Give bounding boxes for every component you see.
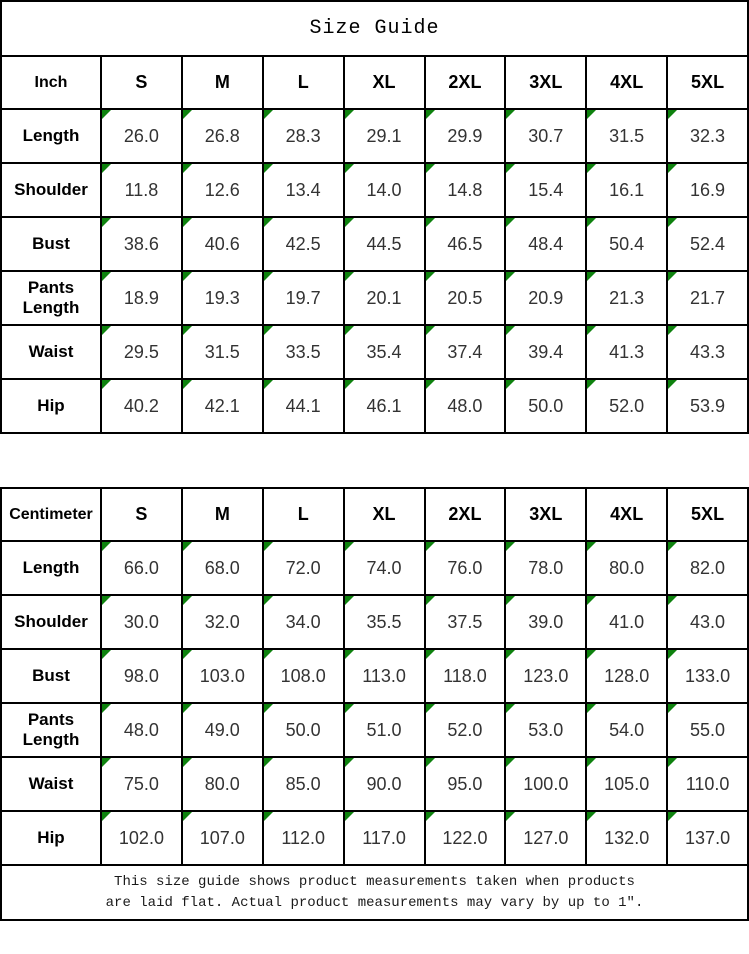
measurement-cell: 32.3 [667,109,748,163]
measurement-cell: 110.0 [667,757,748,811]
measurement-cell: 50.4 [586,217,667,271]
size-column-header-3xl: 3XL [505,56,586,109]
measurement-cell: 30.0 [101,595,182,649]
unit-header: Centimeter [1,488,101,541]
measurement-cell: 41.0 [586,595,667,649]
measurement-cell: 50.0 [505,379,586,433]
measurement-cell: 33.5 [263,325,344,379]
measurement-cell: 52.0 [425,703,506,757]
measurement-row [1,595,748,649]
measurement-row [1,163,748,217]
measurement-cell: 78.0 [505,541,586,595]
measurement-row [1,703,748,757]
size-column-header-4xl: 4XL [586,56,667,109]
measurement-cell: 39.4 [505,325,586,379]
measurement-cell: 29.1 [344,109,425,163]
measurement-cell: 12.6 [182,163,263,217]
inch-size-table [0,0,749,434]
measurement-cell: 38.6 [101,217,182,271]
measurement-cell: 75.0 [101,757,182,811]
measurement-cell: 105.0 [586,757,667,811]
measurement-cell: 26.8 [182,109,263,163]
measurement-cell: 35.5 [344,595,425,649]
size-column-header-s: S [101,56,182,109]
measurement-cell: 43.3 [667,325,748,379]
size-column-header-4xl: 4XL [586,488,667,541]
measurement-cell: 18.9 [101,271,182,325]
measurement-cell: 40.2 [101,379,182,433]
measurement-cell: 52.4 [667,217,748,271]
measurement-cell: 53.0 [505,703,586,757]
measurement-cell: 66.0 [101,541,182,595]
measurement-cell: 95.0 [425,757,506,811]
row-label: Waist [1,325,101,379]
measurement-cell: 42.5 [263,217,344,271]
row-label: Length [1,109,101,163]
measurement-cell: 35.4 [344,325,425,379]
measurement-cell: 11.8 [101,163,182,217]
title-row [1,1,748,56]
measurement-cell: 132.0 [586,811,667,865]
measurement-cell: 43.0 [667,595,748,649]
measurement-cell: 48.4 [505,217,586,271]
measurement-cell: 98.0 [101,649,182,703]
measurement-cell: 123.0 [505,649,586,703]
cm-size-table [0,487,749,921]
row-label: Hip [1,811,101,865]
measurement-cell: 19.3 [182,271,263,325]
measurement-cell: 50.0 [263,703,344,757]
measurement-cell: 26.0 [101,109,182,163]
measurement-cell: 133.0 [667,649,748,703]
measurement-cell: 44.5 [344,217,425,271]
measurement-cell: 40.6 [182,217,263,271]
measurement-cell: 53.9 [667,379,748,433]
row-label: Pants Length [1,703,101,757]
measurement-cell: 48.0 [101,703,182,757]
measurement-cell: 102.0 [101,811,182,865]
measurement-cell: 100.0 [505,757,586,811]
measurement-row [1,811,748,865]
size-column-header-5xl: 5XL [667,56,748,109]
measurement-cell: 28.3 [263,109,344,163]
row-label: Waist [1,757,101,811]
footer-row [1,865,748,920]
row-label: Shoulder [1,595,101,649]
size-column-header-s: S [101,488,182,541]
measurement-cell: 80.0 [586,541,667,595]
measurement-cell: 19.7 [263,271,344,325]
row-label: Bust [1,217,101,271]
measurement-cell: 112.0 [263,811,344,865]
measurement-cell: 46.5 [425,217,506,271]
measurement-cell: 51.0 [344,703,425,757]
measurement-cell: 37.4 [425,325,506,379]
measurement-cell: 32.0 [182,595,263,649]
measurement-cell: 15.4 [505,163,586,217]
measurement-cell: 16.1 [586,163,667,217]
measurement-cell: 29.5 [101,325,182,379]
measurement-cell: 16.9 [667,163,748,217]
measurement-cell: 13.4 [263,163,344,217]
measurement-row [1,109,748,163]
measurement-row [1,379,748,433]
measurement-cell: 137.0 [667,811,748,865]
size-header-row [1,56,748,109]
measurement-cell: 68.0 [182,541,263,595]
measurement-cell: 127.0 [505,811,586,865]
row-label: Pants Length [1,271,101,325]
row-label: Length [1,541,101,595]
measurement-cell: 44.1 [263,379,344,433]
footer-note-line2: are laid flat. Actual product measurements may vary by up to 1″. [105,894,644,911]
measurement-cell: 41.3 [586,325,667,379]
size-column-header-2xl: 2XL [425,488,506,541]
measurement-cell: 117.0 [344,811,425,865]
measurement-cell: 21.7 [667,271,748,325]
measurement-row [1,649,748,703]
measurement-cell: 72.0 [263,541,344,595]
measurement-cell: 128.0 [586,649,667,703]
measurement-cell: 34.0 [263,595,344,649]
page-title: Size Guide [1,1,748,56]
measurement-cell: 107.0 [182,811,263,865]
measurement-cell: 20.1 [344,271,425,325]
measurement-cell: 85.0 [263,757,344,811]
unit-header: Inch [1,56,101,109]
measurement-cell: 37.5 [425,595,506,649]
measurement-cell: 14.8 [425,163,506,217]
size-column-header-m: M [182,56,263,109]
measurement-cell: 42.1 [182,379,263,433]
measurement-row [1,271,748,325]
measurement-cell: 20.5 [425,271,506,325]
size-column-header-l: L [263,56,344,109]
size-column-header-2xl: 2XL [425,56,506,109]
measurement-cell: 54.0 [586,703,667,757]
measurement-row [1,325,748,379]
size-header-row [1,488,748,541]
measurement-row [1,541,748,595]
measurement-cell: 20.9 [505,271,586,325]
measurement-cell: 31.5 [586,109,667,163]
size-column-header-xl: XL [344,488,425,541]
measurement-cell: 118.0 [425,649,506,703]
measurement-cell: 103.0 [182,649,263,703]
measurement-cell: 48.0 [425,379,506,433]
size-column-header-m: M [182,488,263,541]
table-gap [0,434,749,487]
size-column-header-5xl: 5XL [667,488,748,541]
measurement-cell: 74.0 [344,541,425,595]
measurement-cell: 39.0 [505,595,586,649]
measurement-cell: 14.0 [344,163,425,217]
measurement-cell: 113.0 [344,649,425,703]
size-column-header-l: L [263,488,344,541]
measurement-cell: 21.3 [586,271,667,325]
measurement-cell: 30.7 [505,109,586,163]
measurement-cell: 122.0 [425,811,506,865]
measurement-cell: 46.1 [344,379,425,433]
measurement-row [1,757,748,811]
size-column-header-3xl: 3XL [505,488,586,541]
measurement-cell: 90.0 [344,757,425,811]
footer-note [1,865,748,920]
size-column-header-xl: XL [344,56,425,109]
row-label: Shoulder [1,163,101,217]
row-label: Bust [1,649,101,703]
measurement-cell: 49.0 [182,703,263,757]
measurement-cell: 80.0 [182,757,263,811]
measurement-cell: 108.0 [263,649,344,703]
measurement-cell: 31.5 [182,325,263,379]
row-label: Hip [1,379,101,433]
measurement-cell: 76.0 [425,541,506,595]
measurement-row [1,217,748,271]
measurement-cell: 55.0 [667,703,748,757]
measurement-cell: 52.0 [586,379,667,433]
measurement-cell: 82.0 [667,541,748,595]
footer-note-line1: This size guide shows product measurements taken when products [114,874,635,891]
measurement-cell: 29.9 [425,109,506,163]
